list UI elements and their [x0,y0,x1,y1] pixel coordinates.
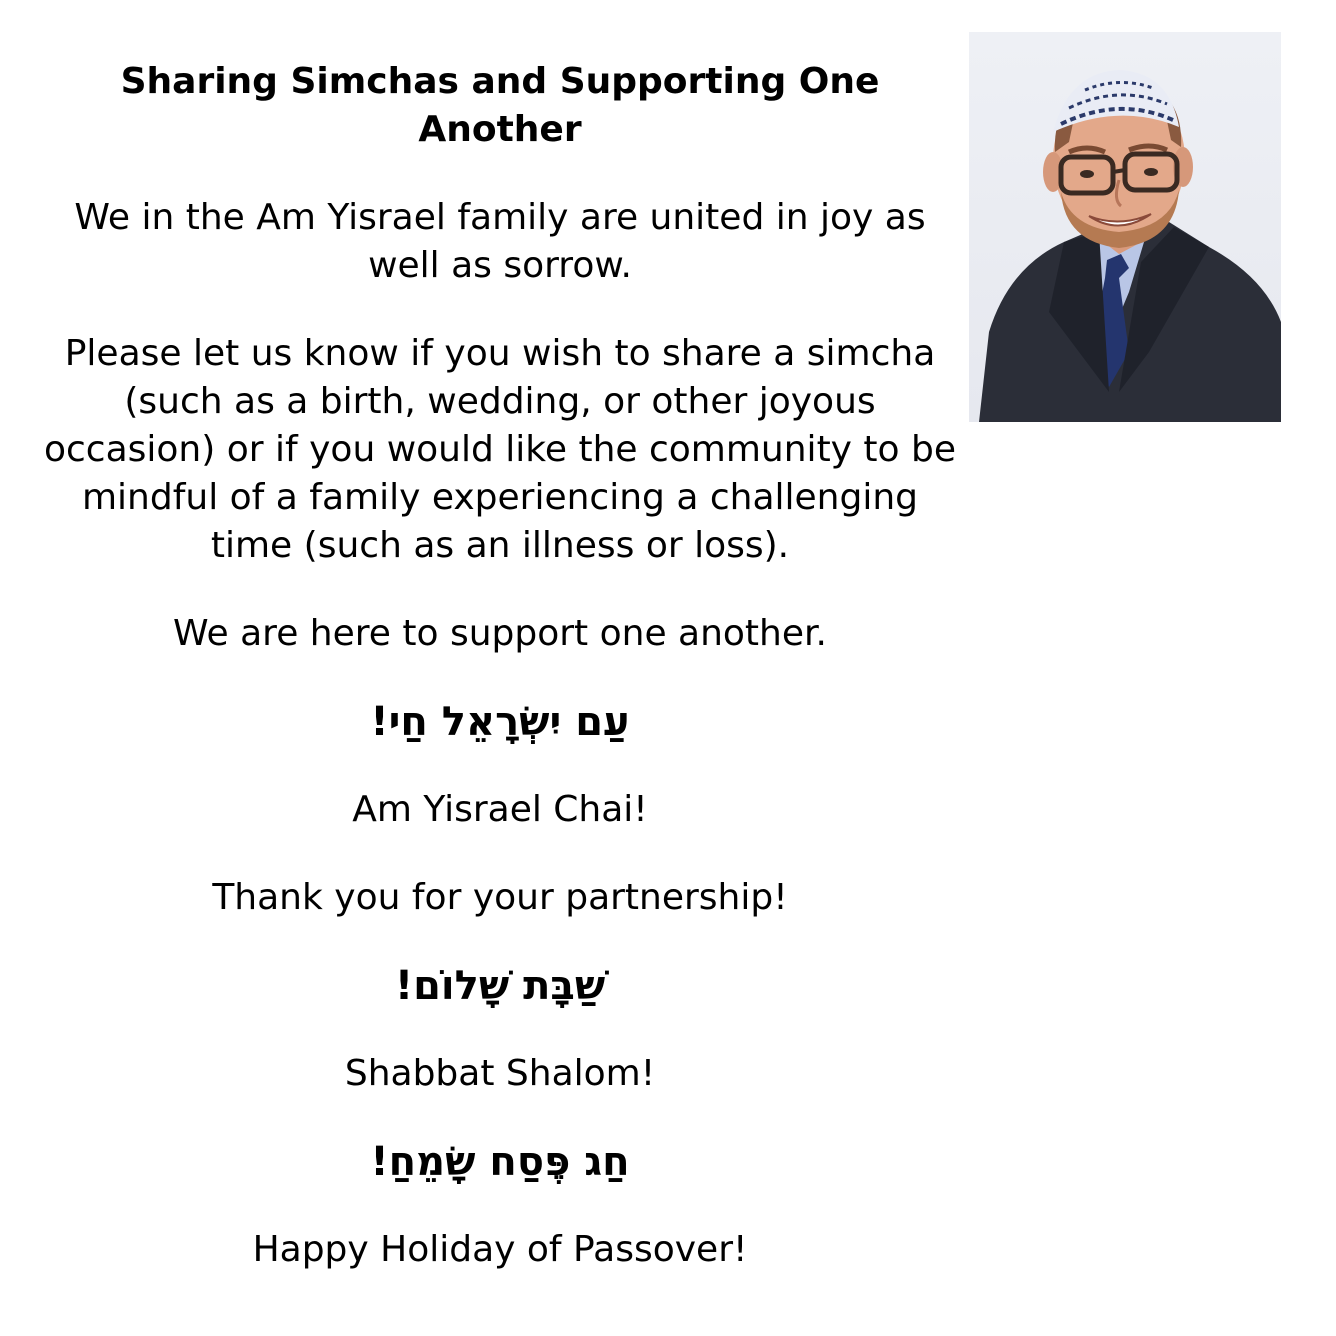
intro-paragraph: We in the Am Yisrael family are united in joy as well as sorrow. [74,197,926,286]
request-paragraph: Please let us know if you wish to share a simcha (such as a birth, wedding, or other joyous occasion) or if you would like the community to be mindful of a family experiencing a challenging time (such as an illness or loss). [43,333,957,566]
shabbat-hebrew: שַׁבָּת שָׁלוֹם! [394,963,606,1009]
portrait-illustration [969,32,1281,422]
thanks-paragraph: Thank you for your partnership! [212,877,788,918]
letter-body [40,58,960,1314]
page-title: Sharing Simchas and Supporting One Another [120,61,880,150]
am-yisrael-hebrew: עַם יִשְׂרָאֵל חַי! [370,699,630,745]
pesach-english: Happy Holiday of Passover! [252,1229,748,1270]
shabbat-english: Shabbat Shalom! [344,1053,656,1094]
support-paragraph: We are here to support one another. [173,613,827,654]
rabbi-portrait-photo [969,32,1281,422]
am-yisrael-english: Am Yisrael Chai! [352,789,648,830]
pesach-hebrew: חַג פֶּסַח שָׂמֵחַ! [370,1139,630,1185]
